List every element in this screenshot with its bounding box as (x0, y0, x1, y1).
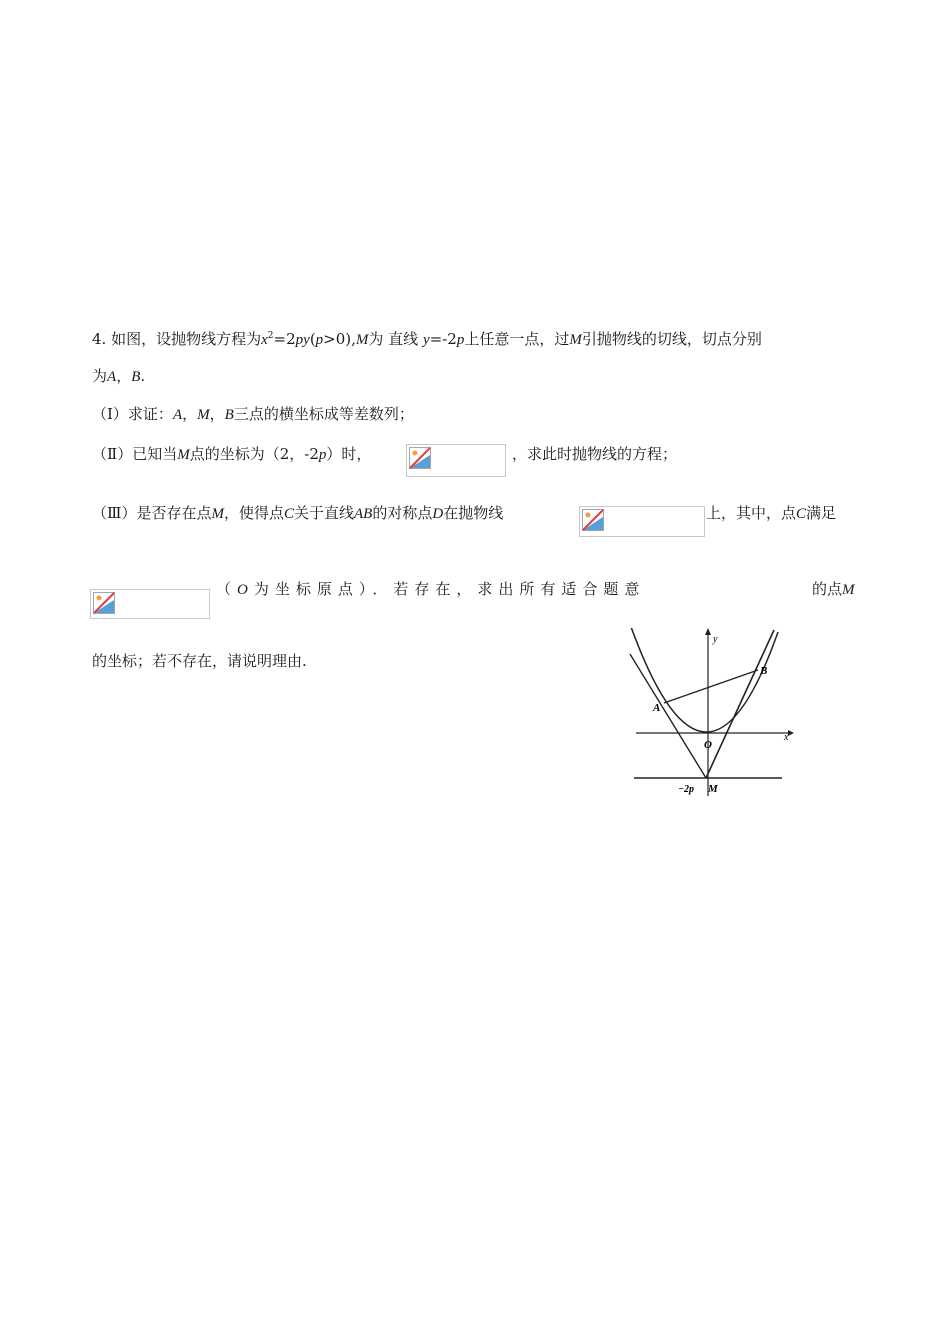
label-A: A (653, 702, 661, 714)
image-placeholder-icon (582, 509, 604, 531)
var-p: p (315, 332, 324, 348)
label-B: B (760, 665, 768, 677)
text: =-2 (429, 330, 457, 348)
text: =2 (273, 330, 296, 348)
text: 为 (92, 367, 108, 385)
var-B: B (131, 369, 141, 385)
line-6 (216, 579, 645, 600)
var-M: M (842, 582, 855, 598)
problem-line-1 (92, 326, 762, 350)
x-axis-arrow (788, 730, 794, 736)
text: 上，其中，点 (706, 504, 797, 522)
text: 三点的横坐标成等差数列； (233, 405, 414, 423)
broken-image-icon (406, 444, 506, 477)
part-label: （Ⅲ）是否存在点 (92, 504, 212, 522)
tangent-line-B (706, 630, 774, 778)
var-C: C (796, 506, 807, 522)
tangent-line-A (630, 654, 706, 778)
var-p: p (456, 332, 465, 348)
var-M: M (569, 332, 582, 348)
text: 的坐标；若不存在，请说明理由. (92, 652, 307, 670)
var-p: p (318, 447, 327, 463)
text: 在抛物线 (443, 504, 504, 522)
part-2 (92, 444, 371, 465)
y-axis-arrow (705, 628, 711, 635)
text: 为 直线 (368, 330, 419, 348)
chord-AB (664, 670, 758, 703)
line-7 (92, 651, 307, 671)
text: （ (216, 580, 238, 598)
var-D: D (432, 506, 444, 522)
var-M: M (177, 447, 190, 463)
part-1 (92, 404, 414, 425)
part-label: （Ⅰ）求证： (92, 405, 173, 423)
text: >0), (323, 330, 356, 348)
broken-image-icon (579, 506, 705, 537)
var-M: M (197, 407, 210, 423)
problem-line-2 (92, 366, 145, 387)
text: 满足 (806, 504, 837, 522)
label-y: y (713, 634, 718, 645)
part-label: （Ⅱ）已知当 (92, 445, 178, 463)
var-py: py (295, 332, 310, 348)
text: ， (182, 405, 198, 423)
text: ( (309, 330, 316, 348)
text: 关于直线 (294, 504, 355, 522)
parabola-curve (630, 628, 778, 732)
label-M: M (708, 783, 718, 795)
text: 为坐标原点）．若存在，求出所有适合题意 (253, 580, 646, 598)
image-placeholder-icon (409, 447, 431, 469)
broken-image-icon (90, 589, 210, 619)
text: 引抛物线的切线，切点分别 (581, 330, 762, 348)
part-3-tail (706, 503, 836, 524)
var-AB: AB (354, 506, 373, 522)
text: ， (116, 367, 132, 385)
var-O: O (237, 582, 254, 598)
text: 上任意一点，过 (464, 330, 570, 348)
line-6-tail (812, 579, 855, 600)
var-B: B (224, 407, 234, 423)
text: ， (209, 405, 225, 423)
var-M: M (355, 332, 369, 348)
part-2-tail (512, 444, 677, 464)
exponent: 2 (267, 331, 274, 341)
label-x: x (784, 732, 789, 743)
problem-number: 4. (92, 330, 107, 348)
var-A: A (172, 407, 183, 423)
text: ，求此时抛物线的方程； (512, 445, 678, 463)
label-neg2p: −2p (678, 784, 695, 795)
text: 的点 (812, 580, 843, 598)
var-A: A (107, 369, 117, 385)
image-placeholder-icon (93, 592, 115, 614)
text: 点的坐标为（2，-2 (189, 445, 319, 463)
parabola-figure (628, 628, 794, 800)
text: 的对称点 (372, 504, 433, 522)
var-M: M (211, 506, 224, 522)
part-3 (92, 503, 503, 524)
text: . (140, 367, 146, 385)
var-x: x (261, 332, 268, 348)
text: 如图，设抛物线方程为 (111, 330, 262, 348)
text: ，使得点 (223, 504, 284, 522)
var-C: C (283, 506, 294, 522)
var-y: y (422, 332, 430, 348)
label-O: O (704, 739, 712, 751)
text: ）时， (326, 445, 372, 463)
